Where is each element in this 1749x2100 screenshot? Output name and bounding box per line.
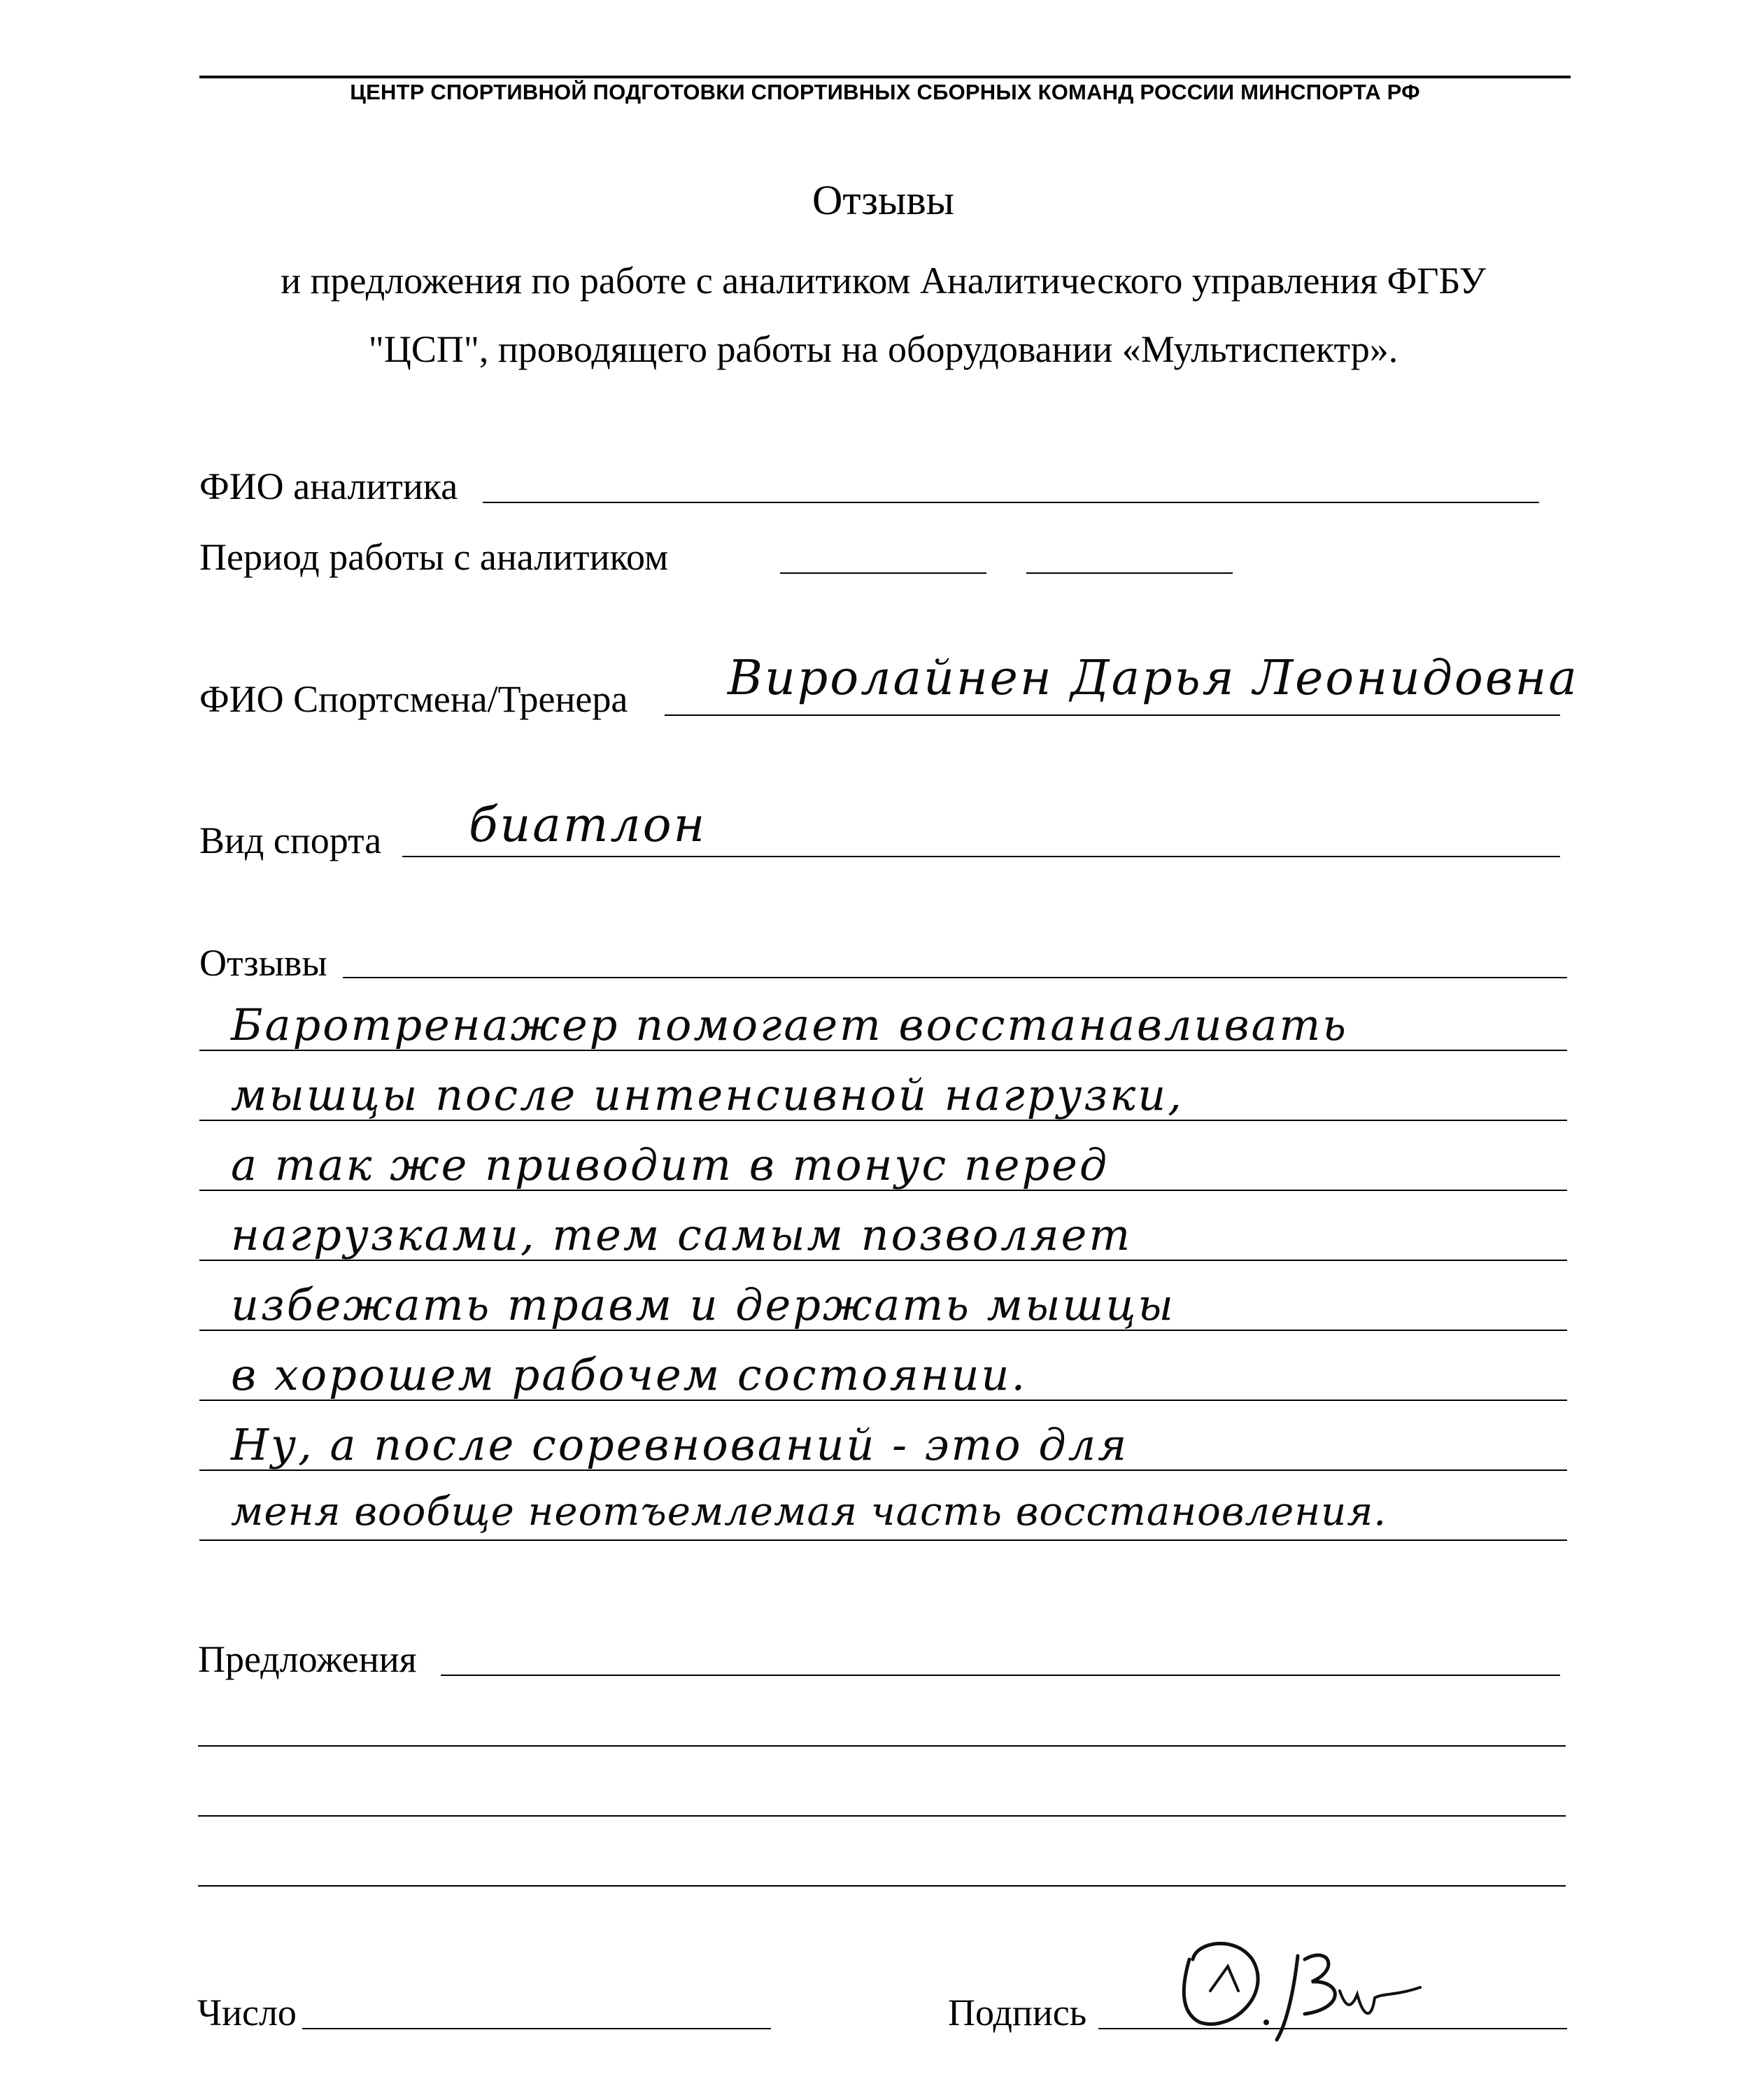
signature-label: Подпись [948, 1992, 1087, 2034]
subtitle-line-1: и предложения по работе с аналитиком Аналитического управления ФГБУ [281, 260, 1486, 302]
organization-header: ЦЕНТР СПОРТИВНОЙ ПОДГОТОВКИ СПОРТИВНЫХ СБОРНЫХ КОМАНД РОССИИ МИНСПОРТА РФ [350, 80, 1420, 104]
suggestions-line-0[interactable] [441, 1675, 1560, 1676]
review-text-line: нагрузками, тем самым позволяет [231, 1209, 1133, 1260]
athlete-name-label: ФИО Спортсмена/Тренера [199, 678, 628, 720]
sport-value: биатлон [469, 798, 707, 853]
analyst-name-field[interactable] [483, 502, 1539, 503]
analyst-name-label: ФИО аналитика [199, 465, 458, 507]
sport-label: Вид спорта [199, 819, 382, 861]
review-text-line: Баротренажер помогает восстанавливать [231, 999, 1349, 1050]
review-text-line: мышцы после интенсивной нагрузки, [231, 1069, 1184, 1120]
header-rule [199, 76, 1571, 78]
suggestions-line-3[interactable] [198, 1885, 1566, 1887]
athlete-name-field[interactable] [665, 714, 1560, 716]
reviews-label: Отзывы [199, 942, 327, 984]
review-text-line: Ну, а после соревнований - это для [231, 1419, 1129, 1470]
subtitle-line-2: "ЦСП", проводящего работы на оборудовании «Мультиспектр». [368, 328, 1399, 370]
review-text-line: а так же приводит в тонус перед [231, 1139, 1110, 1190]
reviews-line-8[interactable] [199, 1539, 1567, 1541]
handwritten-signature [1161, 1917, 1427, 2043]
suggestions-line-1[interactable] [198, 1745, 1566, 1747]
athlete-name-value: Виролайнен Дарья Леонидовна [728, 651, 1579, 706]
review-text-line: избежать травм и держать мышцы [231, 1279, 1176, 1330]
suggestions-line-2[interactable] [198, 1815, 1566, 1817]
page-title: Отзывы [812, 177, 954, 223]
reviews-line-0[interactable] [343, 977, 1567, 978]
period-to-field[interactable] [1026, 572, 1233, 574]
period-from-field[interactable] [780, 572, 986, 574]
date-field[interactable] [302, 2028, 771, 2029]
period-label: Период работы с аналитиком [199, 536, 669, 578]
sport-field[interactable] [402, 856, 1560, 857]
suggestions-label: Предложения [198, 1638, 417, 1680]
date-label: Число [197, 1992, 297, 2034]
review-text-line: меня вообще неотъемлемая часть восстановления. [231, 1489, 1387, 1535]
review-text-line: в хорошем рабочем состоянии. [231, 1349, 1028, 1400]
